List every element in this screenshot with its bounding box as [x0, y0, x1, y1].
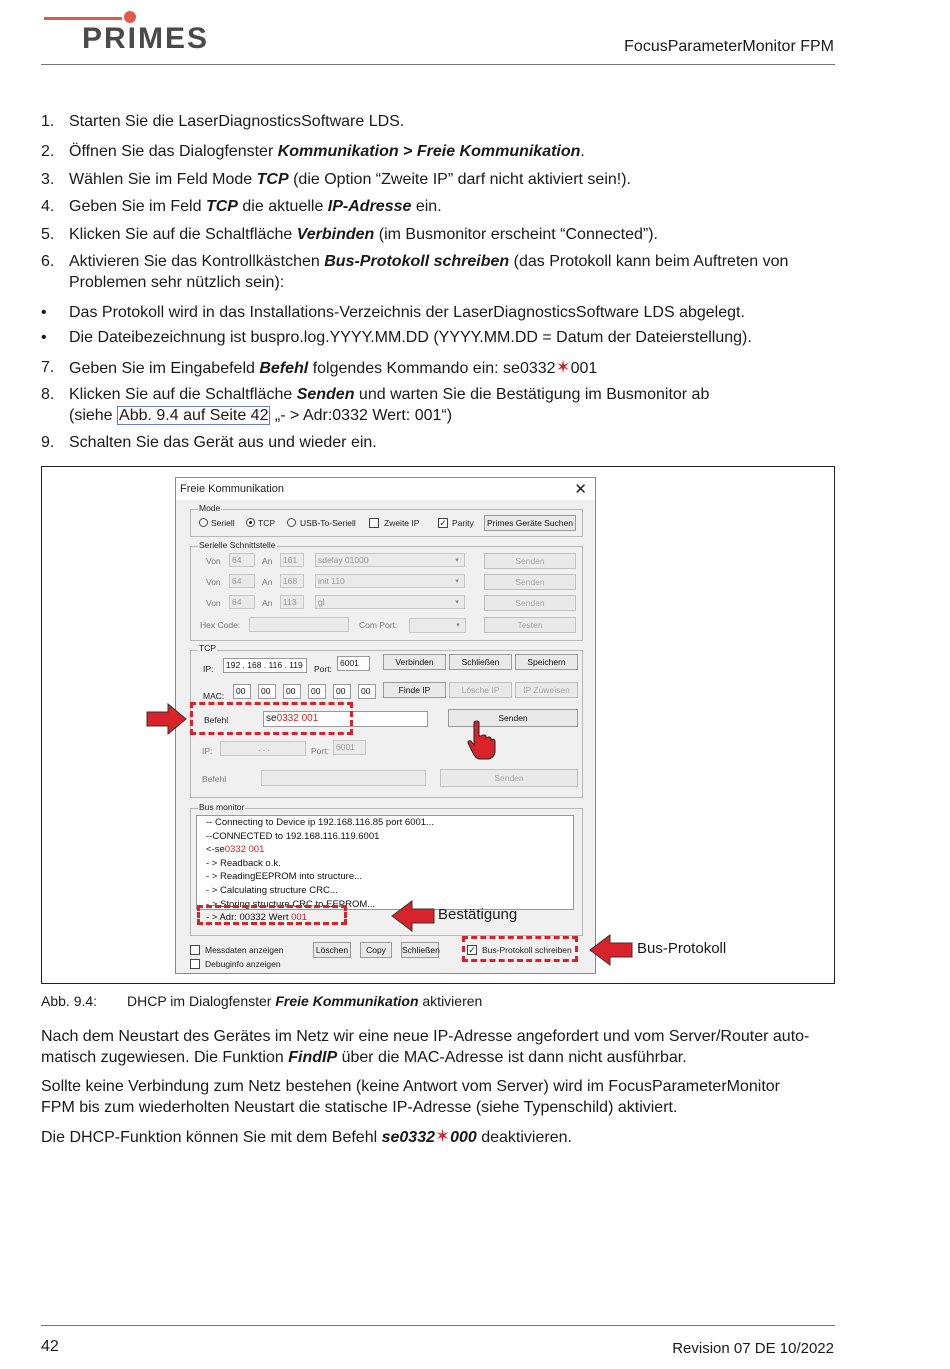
- step-text: [69, 357, 839, 379]
- page-number: 42: [41, 1338, 59, 1355]
- arrow-right-icon: [146, 702, 188, 736]
- footer-rule: [41, 1325, 835, 1326]
- zweite-ip-checkbox[interactable]: [369, 518, 379, 528]
- step-text: [69, 251, 839, 293]
- text-run: Klicken Sie auf die Schaltfläche: [69, 386, 297, 403]
- command-select[interactable]: init 110 ▾: [315, 574, 465, 588]
- busmonitor-line: [206, 858, 281, 869]
- an-field[interactable]: 161: [280, 553, 304, 567]
- header-title: FocusParameterMonitor FPM: [624, 38, 834, 55]
- bus-protokoll-checkbox[interactable]: ✓: [468, 945, 476, 955]
- busmonitor-line: [206, 885, 338, 896]
- bold-term: Befehl: [259, 360, 309, 377]
- step-number: 1.: [41, 113, 55, 130]
- step-text: [69, 224, 839, 245]
- ip2-label: IP:: [202, 746, 213, 756]
- body-paragraph: [41, 1076, 836, 1118]
- text-run: Wählen Sie im Feld Mode: [69, 171, 257, 188]
- text-run: Geben Sie im Feld: [69, 198, 206, 215]
- befehl2-input[interactable]: [261, 770, 426, 786]
- primes-geraete-suchen-button[interactable]: Primes Geräte Suchen: [484, 515, 576, 531]
- star-icon: ✶: [555, 357, 571, 377]
- text-run: folgendes Kommando ein: se0332: [308, 360, 556, 377]
- bold-term: TCP: [256, 171, 289, 188]
- com-port-select[interactable]: [409, 618, 466, 633]
- text-run: Nach dem Neustart des Gerätes im Netz wir eine neue IP-Adresse angefordert und vom Server/Router auto-: [41, 1028, 810, 1045]
- text-run: Starten Sie die LaserDiagnosticsSoftware LDS.: [69, 113, 405, 130]
- text-run: über die MAC-Adresse ist dann nicht ausführbar.: [337, 1049, 687, 1066]
- bold-term: Verbinden: [296, 226, 375, 243]
- arrow-left-icon: [588, 934, 634, 966]
- command-select[interactable]: gl ▾: [315, 595, 465, 609]
- busmonitor-line: [206, 844, 264, 855]
- ip-address-field[interactable]: 192 . 168 . 116 . 119: [223, 658, 307, 673]
- bold-term: Bus-Protokoll schreiben: [324, 253, 510, 270]
- step-text: [69, 169, 839, 190]
- chevron-down-icon: ▾: [455, 557, 459, 564]
- hand-cursor-icon: [466, 720, 496, 760]
- schliessen-button[interactable]: Schließen: [449, 654, 512, 670]
- parity-label: Parity: [452, 518, 474, 528]
- text-run: matisch zugewiesen. Die Funktion: [41, 1049, 289, 1066]
- body-paragraph: [41, 1026, 836, 1068]
- text-run: (die Option “Zweite IP” darf nicht aktiviert sein!).: [288, 171, 631, 188]
- text-run: die aktuelle: [237, 198, 328, 215]
- mac-octet-field[interactable]: 00: [308, 684, 326, 699]
- text-run: Geben Sie im Eingabefeld: [69, 360, 260, 377]
- schliessen-bottom-button[interactable]: Schließen: [401, 942, 439, 958]
- step-number: 9.: [41, 434, 55, 451]
- testen-button[interactable]: Testen: [484, 617, 576, 633]
- caption-post: aktivieren: [418, 993, 483, 1009]
- step-text: [69, 384, 839, 426]
- bus-protokoll-annotation: Bus-Protokoll: [637, 940, 727, 957]
- loeschen-button[interactable]: Löschen: [313, 942, 351, 958]
- bus-protokoll-label: Bus-Protokoll schreiben: [482, 945, 572, 955]
- text-run: Die Dateibezeichnung ist buspro.log.YYYY.MM.DD (YYYY.MM.DD = Datum der Dateierstellung).: [69, 329, 752, 346]
- text-run: Klicken Sie auf die Schaltfläche: [69, 226, 297, 243]
- port2-label: Port:: [311, 746, 329, 756]
- usb-label: USB-To-Seriell: [300, 518, 356, 528]
- bold-term: IP-Adresse: [327, 198, 412, 215]
- figure-number: Abb. 9.4:: [41, 993, 98, 1009]
- hex-code-field[interactable]: [249, 617, 349, 632]
- zweite-ip-label: Zweite IP: [384, 518, 420, 528]
- text-run: Sollte keine Verbindung zum Netz bestehen (keine Antwort vom Server) wird im FocusParameterMonitor: [41, 1078, 780, 1095]
- debuginfo-label: Debuginfo anzeigen: [205, 959, 281, 969]
- port-label: Port:: [314, 664, 332, 674]
- busmonitor-text: -- Connecting to Device ip 192.168.116.85 port 6001...: [206, 817, 434, 828]
- step-number: 7.: [41, 359, 55, 376]
- step-number: •: [41, 329, 47, 346]
- figure-link[interactable]: Abb. 9.4 auf Seite 42: [119, 407, 269, 424]
- star-icon: ✶: [434, 1126, 451, 1146]
- bold-term: Senden: [296, 386, 355, 403]
- bold-term: FindIP: [288, 1049, 338, 1066]
- messdaten-checkbox[interactable]: [190, 945, 200, 955]
- port2-field[interactable]: 6001: [333, 740, 366, 755]
- tcp-label: TCP: [199, 643, 216, 653]
- finde-ip-button[interactable]: Finde IP: [383, 682, 446, 698]
- mac-octet-field[interactable]: 00: [283, 684, 301, 699]
- arrow-left-icon: [390, 900, 436, 932]
- caption-bold: Freie Kommunikation: [275, 993, 419, 1009]
- von-label: Von: [206, 556, 221, 566]
- text-run: Öffnen Sie das Dialogfenster: [69, 143, 278, 160]
- text-run: und warten Sie die Bestätigung im Busmonitor ab: [354, 386, 710, 403]
- text-run: (siehe: [69, 407, 118, 424]
- busmonitor-text: - > Storing structure CRC to EEPROM...: [206, 898, 376, 910]
- step-text: [69, 111, 839, 132]
- busmonitor-line: [206, 871, 362, 882]
- busmonitor-highlight-text: 0332 001: [224, 844, 265, 856]
- befehl-value: 0332 001: [276, 713, 319, 724]
- step-text: [69, 302, 839, 323]
- senden-serial-button[interactable]: Senden: [484, 553, 576, 569]
- bestaetigung-highlight: [197, 905, 347, 925]
- befehl-label: Befehl: [204, 715, 229, 725]
- caption-pre: DHCP im Dialogfenster: [127, 993, 276, 1009]
- bold-term: se0332: [381, 1129, 435, 1146]
- body-paragraph: [41, 1126, 836, 1148]
- step-number: 5.: [41, 226, 55, 243]
- mac-octet-field[interactable]: 00: [233, 684, 251, 699]
- senden-button[interactable]: Senden: [448, 709, 578, 727]
- step-text: [69, 327, 839, 348]
- text-run: „- > Adr:0332 Wert: 001“): [270, 407, 453, 424]
- busmonitor-text: --CONNECTED to 192.168.116.119.6001: [206, 830, 380, 842]
- busmonitor-text: - > ReadingEEPROM into structure...: [206, 871, 363, 883]
- text-run: (das Protokoll kann beim Auftreten von Problemen sehr nützlich sein):: [69, 253, 789, 291]
- tcp-radio[interactable]: [246, 518, 255, 527]
- senden2-button[interactable]: Senden: [440, 769, 578, 787]
- com-port-label: Com Port:: [359, 620, 398, 630]
- bold-term: 000: [450, 1129, 477, 1146]
- step-number: 8.: [41, 386, 55, 403]
- text-run: 001: [570, 360, 598, 377]
- dialog-titlebar: [176, 478, 595, 500]
- step-number: 2.: [41, 143, 55, 160]
- an-field[interactable]: 168: [280, 574, 304, 588]
- an-label: An: [262, 577, 273, 587]
- mac-octet-field[interactable]: 00: [358, 684, 376, 699]
- parity-checkbox[interactable]: ✓: [439, 518, 447, 528]
- text-run: Das Protokoll wird in das Installations-Verzeichnis der LaserDiagnosticsSoftware LDS abgelegt.: [69, 304, 745, 321]
- step-text: [69, 141, 839, 162]
- logo-swoosh: [44, 17, 122, 20]
- text-run: FPM bis zum wiederholten Neustart die statische IP-Adresse (siehe Typenschild) aktiviert.: [41, 1099, 678, 1116]
- primes-logo: PRIMES: [82, 22, 210, 55]
- busmonitor-text: - > Calculating structure CRC...: [206, 885, 338, 896]
- chevron-down-icon: ▾: [456, 622, 460, 629]
- port-field[interactable]: 6001: [337, 656, 370, 671]
- ip-zuweisen-button[interactable]: IP Zuweisen: [515, 682, 578, 698]
- serial-label: Serielle Schnittstelle: [199, 540, 276, 550]
- step-number: 3.: [41, 171, 55, 188]
- an-label: An: [262, 556, 273, 566]
- mac-octet-field[interactable]: 00: [258, 684, 276, 699]
- mac-label: MAC:: [203, 691, 225, 701]
- dialog-title: Freie Kommunikation: [180, 483, 284, 495]
- seriell-label: Seriell: [211, 518, 235, 528]
- von-field[interactable]: 64: [229, 595, 255, 609]
- mode-label: Mode: [199, 503, 221, 513]
- speichern-button[interactable]: Speichern: [515, 654, 578, 670]
- loesche-ip-button[interactable]: Lösche IP: [449, 682, 512, 698]
- text-run: deaktivieren.: [476, 1129, 572, 1146]
- befehl2-label: Befehl: [202, 774, 227, 784]
- bold-term: TCP: [205, 198, 238, 215]
- usb-radio[interactable]: [287, 518, 296, 527]
- chevron-down-icon: ▾: [455, 578, 459, 585]
- befehl-prefix: se: [266, 713, 277, 724]
- senden-serial-button[interactable]: Senden: [484, 574, 576, 590]
- von-label: Von: [206, 598, 221, 608]
- bestaetigung-annotation: Bestätigung: [438, 906, 518, 923]
- close-icon[interactable]: ✕: [574, 481, 587, 498]
- senden-serial-button[interactable]: Senden: [484, 595, 576, 611]
- step-number: •: [41, 304, 47, 321]
- mac-octet-field[interactable]: 00: [333, 684, 351, 699]
- busmonitor-text: <-se: [206, 844, 225, 856]
- hex-code-label: Hex Code:: [200, 620, 241, 630]
- step-text: [69, 432, 839, 453]
- ip-label: IP:: [203, 664, 214, 674]
- bus-protokoll-highlight: [462, 936, 578, 962]
- busmonitor-line: [206, 831, 379, 842]
- busmonitor-text: - > Adr: 00332 Wert: [206, 912, 292, 924]
- text-run: Aktivieren Sie das Kontrollkästchen: [69, 253, 325, 270]
- an-label: An: [262, 598, 273, 608]
- bold-term: Kommunikation > Freie Kommunikation: [277, 143, 581, 160]
- header-rule: [41, 64, 835, 65]
- text-run: .: [580, 143, 585, 160]
- busmonitor-text: - > Readback o.k.: [206, 857, 281, 869]
- von-field[interactable]: 64: [229, 553, 255, 567]
- revision-label: Revision 07 DE 10/2022: [672, 1340, 834, 1357]
- tcp-label: TCP: [258, 518, 275, 528]
- step-number: 4.: [41, 198, 55, 215]
- ip2-field[interactable]: . . .: [220, 741, 306, 756]
- verbinden-button[interactable]: Verbinden: [383, 654, 446, 670]
- chevron-down-icon: ▾: [455, 599, 459, 606]
- debuginfo-checkbox[interactable]: [190, 959, 200, 969]
- an-field[interactable]: 113: [280, 595, 304, 609]
- von-label: Von: [206, 577, 221, 587]
- figure-caption: [127, 993, 482, 1009]
- text-run: (im Busmonitor erscheint “Connected”).: [374, 226, 658, 243]
- text-run: ein.: [411, 198, 442, 215]
- copy-button[interactable]: Copy: [360, 942, 392, 958]
- step-number: 6.: [41, 253, 55, 270]
- busmonitor-line: [206, 817, 434, 828]
- befehl-highlight: [190, 702, 353, 735]
- von-field[interactable]: 64: [229, 574, 255, 588]
- seriell-radio[interactable]: [199, 518, 208, 527]
- messdaten-label: Messdaten anzeigen: [205, 945, 284, 955]
- text-run: Die DHCP-Funktion können Sie mit dem Befehl: [41, 1129, 382, 1146]
- busmonitor-label: Bus monitor: [199, 802, 245, 812]
- busmonitor-highlight-text: 001: [291, 912, 307, 924]
- text-run: Schalten Sie das Gerät aus und wieder ein.: [69, 434, 377, 451]
- command-select[interactable]: sdelay 01000 ▾: [315, 553, 465, 567]
- step-text: [69, 196, 839, 217]
